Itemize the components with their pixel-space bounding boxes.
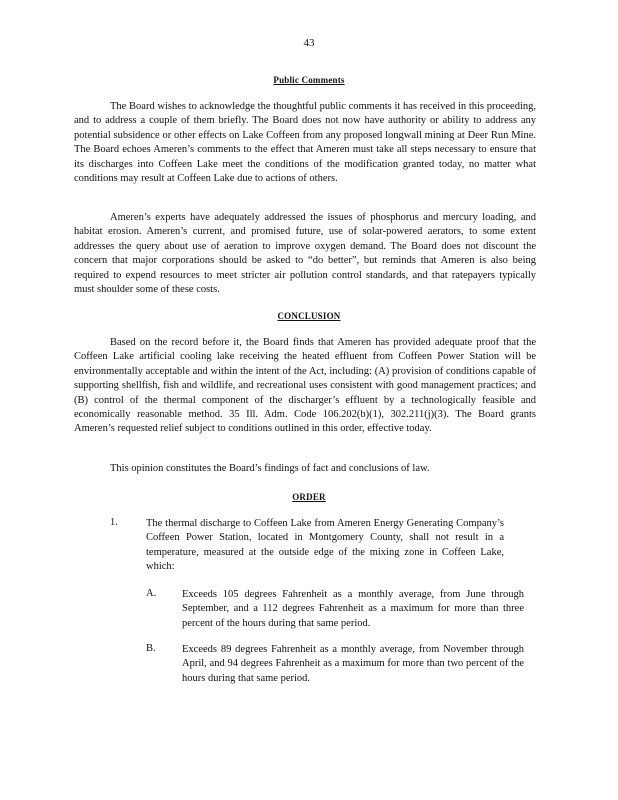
public-comments-heading [0,75,618,85]
order-item-1-number: 1. [110,517,118,528]
order-heading-text: ORDER [292,492,326,502]
order-subitem-a-label: A. [146,588,157,599]
conclusion-heading [0,311,618,321]
conclusion-heading-text: CONCLUSION [277,311,341,321]
public-comments-heading-text: Public Comments [273,75,345,85]
order-subitem-b-text: Exceeds 89 degrees Fahrenheit as a monthly average, from November through April, and 94 degrees Fahrenheit as a maximum for more than two percent of the hours during that same period. [182,644,524,684]
conclusion-paragraph-2: This opinion constitutes the Board’s findings of fact and conclusions of law. [110,463,430,474]
order-subitem-b-label: B. [146,643,156,654]
page-number: 43 [303,37,315,49]
public-comments-paragraph-1: The Board wishes to acknowledge the thoughtful public comments it has received in this proceeding, and to address a couple of them briefly. The Board does not now have authority or ability to address any potential subsidence or other effects on Lake Coffeen from any proposed longwall mining at Deer Run Mine. The Board echoes Ameren’s comments to the effect that Ameren must take all steps necessary to ensure that its discharges into Coffeen Lake meet the conditions of the modification granted today, no matter what conditions may result at Coffeen Lake due to actions of others. [74,101,536,185]
order-item-1-text: The thermal discharge to Coffeen Lake from Ameren Energy Generating Company’s Coffeen Power Station, located in Montgomery County, shall not result in a temperature, measured at the outside edge of the mixing zone in Coffeen Lake, which: [146,518,504,573]
order-heading [0,492,618,502]
conclusion-paragraph-1: Based on the record before it, the Board finds that Ameren has provided adequate proof that the Coffeen Lake artificial cooling lake receiving the heated effluent from Coffeen Power Station will be environmentally acceptable and within the intent of the Act, including: (A) provision of conditions capable of supporting shellfish, fish and wildlife, and recreational uses consistent with good management practices; and (B) control of the thermal component of the discharger’s effluent by a technologically feasible and economically reasonable method. 35 Ill. Adm. Code 106.202(b)(1), 302.211(j)(3). The Board grants Ameren’s requested relief subject to conditions outlined in this order, effective today. [74,337,536,435]
public-comments-paragraph-2: Ameren’s experts have adequately addressed the issues of phosphorus and mercury loading, and habitat erosion. Ameren’s current, and promised future, use of solar-powered aerators, to some extent addresses the query about use of aeration to improve oxygen demand. The Board does not discount the concern that major corporations should be asked to “do better”, but reminds that Ameren is also being required to expend resources to meet stricter air pollution control standards, and that ratepayers typically must shoulder some of these costs. [74,212,536,296]
order-subitem-a-text: Exceeds 105 degrees Fahrenheit as a monthly average, from June through September, and a 112 degrees Fahrenheit as a maximum for more than three percent of the hours during that same period. [182,589,524,629]
